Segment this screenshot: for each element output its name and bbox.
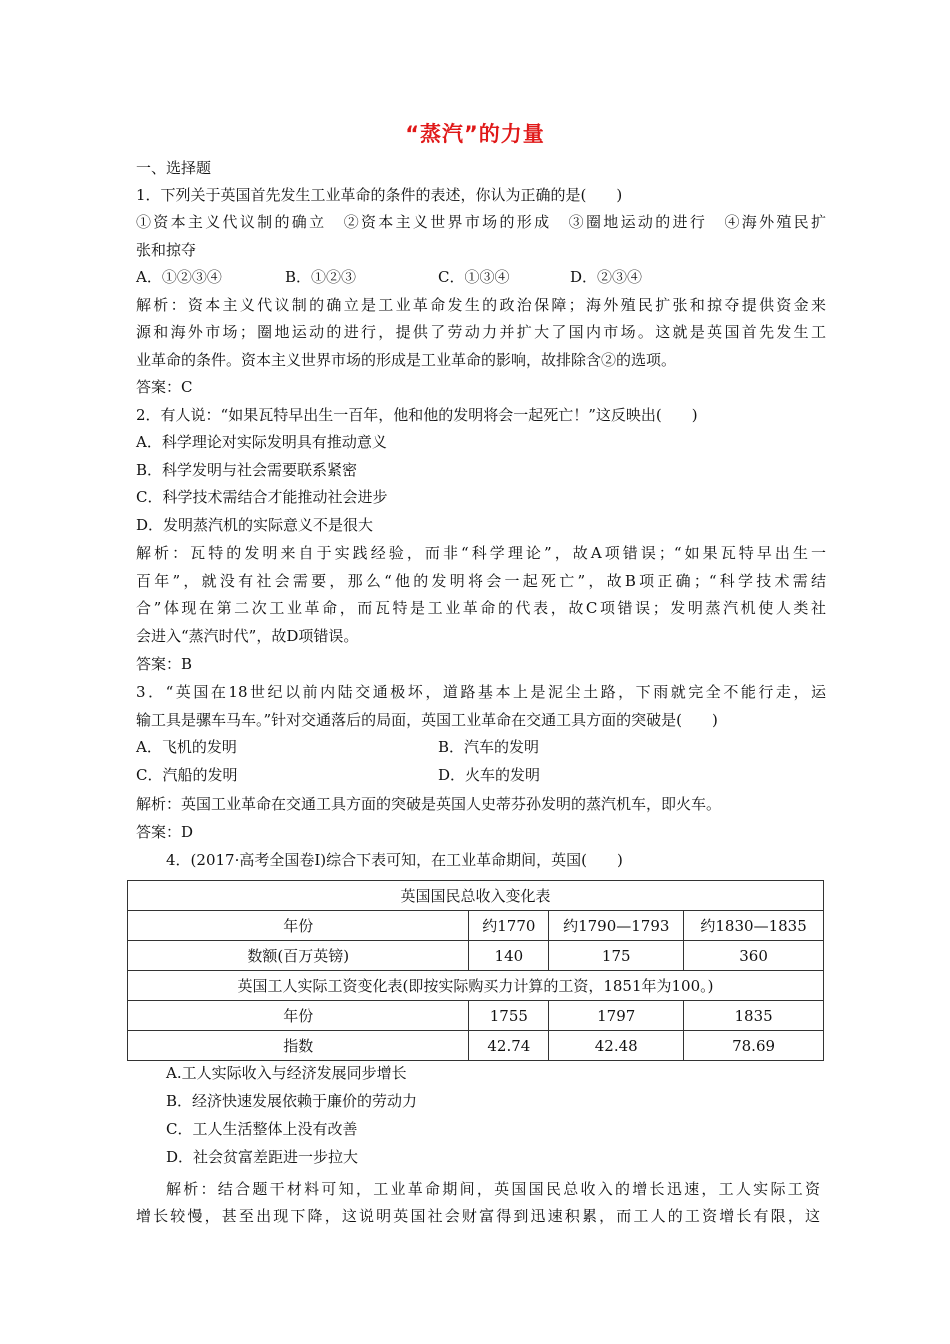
q3-option-a: A．飞机的发明 <box>136 738 237 756</box>
q2-analysis-line: 解析：瓦特的发明来自于实践经验，而非“科学理论”，故A项错误；“如果瓦特早出生一 <box>136 544 826 562</box>
q4-stem: 4．(2017·高考全国卷Ⅰ)综合下表可知，在工业革命期间，英国( ) <box>166 851 623 869</box>
q1-answer: 答案：C <box>136 378 193 396</box>
table-cell: 360 <box>684 941 824 971</box>
q1-option-c: C．①③④ <box>438 268 510 286</box>
table-cell: 78.69 <box>684 1031 824 1061</box>
q4-data-table <box>127 880 824 1061</box>
table-row <box>128 1031 824 1061</box>
q2-option-b: B．科学发明与社会需要联系紧密 <box>136 461 358 479</box>
section-heading: 一、选择题 <box>136 159 212 177</box>
q4-analysis-line: 增长较慢，甚至出现下降，这说明英国社会财富得到迅速积累，而工人的工资增长有限，这 <box>136 1207 820 1225</box>
q2-analysis-line: 会进入“蒸汽时代”，故D项错误。 <box>136 627 359 645</box>
q4-analysis-line: 解析：结合题干材料可知，工业革命期间，英国国民总收入的增长迅速，工人实际工资 <box>166 1180 820 1198</box>
table-cell: 指数 <box>128 1031 469 1061</box>
q2-answer: 答案：B <box>136 655 193 673</box>
q2-option-c: C．科学技术需结合才能推动社会进步 <box>136 488 388 506</box>
table-cell: 1755 <box>469 1001 549 1031</box>
q2-option-d: D．发明蒸汽机的实际意义不是很大 <box>136 516 374 534</box>
q4-option-d: D．社会贫富差距进一步拉大 <box>166 1148 359 1166</box>
q3-answer: 答案：D <box>136 823 194 841</box>
q3-option-d: D．火车的发明 <box>438 766 541 784</box>
table-row <box>128 1001 824 1031</box>
table2-title: 英国工人实际工资变化表(即按实际购买力计算的工资，1851年为100。) <box>128 971 824 1001</box>
q3-analysis: 解析：英国工业革命在交通工具方面的突破是英国人史蒂芬孙发明的蒸汽机车，即火车。 <box>136 795 722 813</box>
table-cell: 年份 <box>128 1001 469 1031</box>
q3-option-b: B．汽车的发明 <box>438 738 540 756</box>
q3-stem: 输工具是骡车马车。”针对交通落后的局面，英国工业革命在交通工具方面的突破是( ) <box>136 711 718 729</box>
table-title-row <box>128 971 824 1001</box>
q2-analysis-line: 合”体现在第二次工业革命，而瓦特是工业革命的代表，故C项错误；发明蒸汽机使人类社 <box>136 599 826 617</box>
table-cell: 年份 <box>128 911 469 941</box>
q1-option-b: B．①②③ <box>285 268 357 286</box>
table-row <box>128 911 824 941</box>
table1-title: 英国国民总收入变化表 <box>128 881 824 911</box>
q2-option-a: A．科学理论对实际发明具有推动意义 <box>136 433 387 451</box>
table-cell: 1835 <box>684 1001 824 1031</box>
table-cell: 约1770 <box>469 911 549 941</box>
q2-stem: 2．有人说：“如果瓦特早出生一百年，他和他的发明将会一起死亡！”这反映出( ) <box>136 406 698 424</box>
table-cell: 数额(百万英镑) <box>128 941 469 971</box>
page-title: “蒸汽”的力量 <box>405 122 545 146</box>
table-cell: 约1830—1835 <box>684 911 824 941</box>
q4-option-b: B．经济快速发展依赖于廉价的劳动力 <box>166 1092 418 1110</box>
q2-analysis-line: 百年”，就没有社会需要，那么“他的发明将会一起死亡”，故B项正确；“科学技术需结 <box>136 572 826 590</box>
q3-option-c: C．汽船的发明 <box>136 766 238 784</box>
table-cell: 42.48 <box>549 1031 684 1061</box>
q1-analysis-line: 源和海外市场；圈地运动的进行，提供了劳动力并扩大了国内市场。这就是英国首先发生工 <box>136 323 826 341</box>
q4-option-a: A.工人实际收入与经济发展同步增长 <box>166 1064 407 1082</box>
table-cell: 约1790—1793 <box>549 911 684 941</box>
q1-items-line: ①资本主义代议制的确立 ②资本主义世界市场的形成 ③圈地运动的进行 ④海外殖民扩 <box>136 213 826 231</box>
q4-option-c: C．工人生活整体上没有改善 <box>166 1120 358 1138</box>
table-cell: 140 <box>469 941 549 971</box>
q1-option-d: D．②③④ <box>570 268 643 286</box>
q3-stem: 3．“英国在18世纪以前内陆交通极坏，道路基本上是泥尘土路，下雨就完全不能行走，运 <box>136 683 826 701</box>
q1-stem: 1．下列关于英国首先发生工业革命的条件的表述，你认为正确的是( ) <box>136 186 623 204</box>
q1-analysis-line: 解析：资本主义代议制的确立是工业革命发生的政治保障；海外殖民扩张和掠夺提供资金来 <box>136 296 826 314</box>
q1-items-line: 张和掠夺 <box>136 241 197 259</box>
table-title-row <box>128 881 824 911</box>
table-cell: 1797 <box>549 1001 684 1031</box>
table-cell: 42.74 <box>469 1031 549 1061</box>
table-row <box>128 941 824 971</box>
q1-analysis-line: 业革命的条件。资本主义世界市场的形成是工业革命的影响，故排除含②的选项。 <box>136 351 677 369</box>
q1-option-a: A．①②③④ <box>136 268 222 286</box>
table-cell: 175 <box>549 941 684 971</box>
